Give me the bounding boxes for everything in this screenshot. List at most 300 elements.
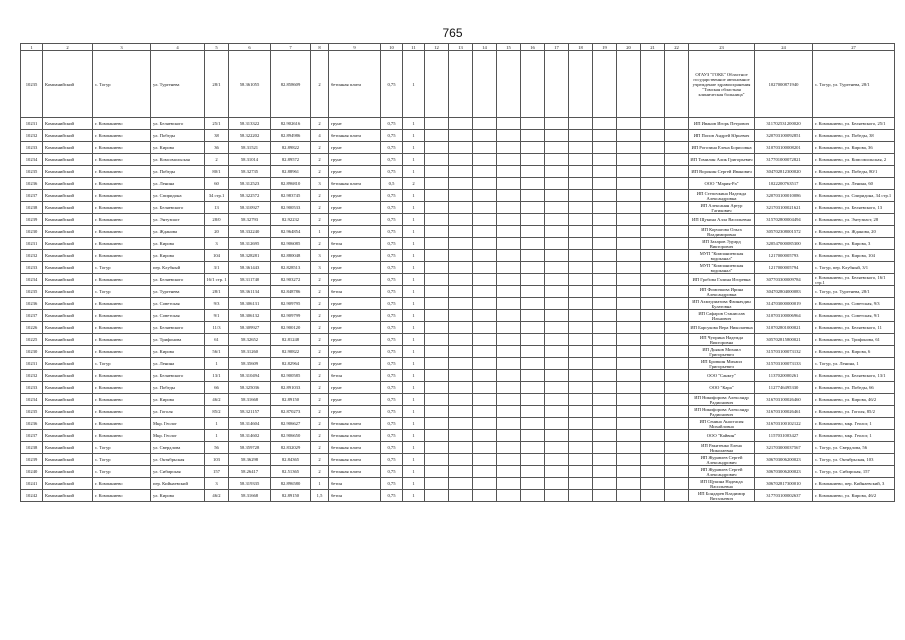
table-row [21, 154, 895, 166]
table-cell [545, 286, 569, 298]
table-cell: Компанийский [43, 298, 93, 310]
table-cell [497, 274, 521, 286]
table-cell: 0,75 [381, 370, 403, 382]
table-cell [593, 382, 617, 394]
table-cell [521, 454, 545, 466]
table-cell: грунт [329, 334, 381, 346]
table-cell: г. Компаниево [93, 226, 151, 238]
table-cell: 58.310927 [229, 202, 271, 214]
table-cell [449, 202, 473, 214]
table-cell: 307703300009784 [755, 274, 813, 286]
table-cell [569, 154, 593, 166]
table-cell: 82.84365 [271, 454, 311, 466]
table-cell: Компанийский [43, 454, 93, 466]
table-cell: Компанийский [43, 262, 93, 274]
table-cell: 1 [205, 418, 229, 430]
table-cell [497, 490, 521, 502]
table-row [21, 130, 895, 142]
table-cell: Компанийский [43, 250, 93, 262]
table-cell: 0,75 [381, 394, 403, 406]
table-cell: 2 [311, 142, 329, 154]
table-cell [593, 118, 617, 130]
table-cell: г. Компаниево [93, 478, 151, 490]
table-cell: 0,75 [381, 226, 403, 238]
table-cell [473, 51, 497, 118]
table-cell [521, 202, 545, 214]
table-cell: 0,75 [381, 310, 403, 322]
table-cell [473, 118, 497, 130]
table-cell [449, 214, 473, 226]
table-cell: г. Компаниево [93, 238, 151, 250]
column-number-header: 6 [229, 44, 271, 51]
table-cell: Компанийский [43, 394, 93, 406]
table-cell: 0,75 [381, 430, 403, 442]
table-cell [545, 190, 569, 202]
table-cell [449, 322, 473, 334]
table-cell [473, 322, 497, 334]
table-cell [569, 430, 593, 442]
table-cell [449, 118, 473, 130]
table-cell [593, 51, 617, 118]
table-cell [569, 418, 593, 430]
table-cell [545, 334, 569, 346]
table-cell: 305702308001572 [755, 226, 813, 238]
column-number-header: 8 [311, 44, 329, 51]
table-cell [545, 226, 569, 238]
table-cell: с. Тогур [93, 442, 151, 454]
table-cell: г. Компаниево [93, 334, 151, 346]
table-cell [473, 262, 497, 274]
table-cell: 28/0 [205, 214, 229, 226]
table-cell [521, 238, 545, 250]
table-cell: Компанийский [43, 478, 93, 490]
table-cell [473, 466, 497, 478]
table-cell: 0,75 [381, 262, 403, 274]
table-cell: 104 [205, 250, 229, 262]
table-cell: бетон [329, 238, 381, 250]
table-cell [449, 406, 473, 418]
table-cell [593, 274, 617, 286]
table-cell [425, 274, 449, 286]
table-cell [473, 310, 497, 322]
table-cell: 58.361055 [229, 51, 271, 118]
table-row [21, 250, 895, 262]
table-cell [593, 166, 617, 178]
table-cell [641, 394, 665, 406]
table-cell: 315703100073133 [755, 358, 813, 370]
table-cell: 2 [311, 406, 329, 418]
table-cell: 304702804000083 [755, 286, 813, 298]
table-cell [569, 202, 593, 214]
table-cell [473, 418, 497, 430]
table-cell: ИП Рогозина Елена Борисовна [689, 142, 755, 154]
table-cell [665, 430, 689, 442]
table-cell [425, 310, 449, 322]
table-cell [473, 298, 497, 310]
table-cell: 320547000085300 [755, 238, 813, 250]
table-cell: г. Компаниево, ул. Кирова, 104 [813, 250, 895, 262]
table-cell [497, 346, 521, 358]
table-cell: г. Компаниево, ул. Беляевского, 11 [813, 322, 895, 334]
table-cell [617, 454, 641, 466]
table-cell: ул. Гоголя [151, 406, 205, 418]
table-cell: ООО "Санкту" [689, 370, 755, 382]
table-cell: 58.319335 [229, 478, 271, 490]
table-cell [545, 430, 569, 442]
table-cell: 0,75 [381, 466, 403, 478]
table-cell: 82.89572 [271, 154, 311, 166]
table-cell: с. Тогур [93, 51, 151, 118]
table-cell [617, 238, 641, 250]
table-cell: ул. Октябрьская [151, 454, 205, 466]
table-cell: Компанийский [43, 202, 93, 214]
table-cell: 1 [403, 166, 425, 178]
table-cell: ул. Победы [151, 382, 205, 394]
table-cell: Мкр. Геолог [151, 430, 205, 442]
table-cell [497, 118, 521, 130]
table-cell [569, 478, 593, 490]
table-cell [521, 118, 545, 130]
table-cell: 10231 [21, 118, 43, 130]
table-cell: 58.321157 [229, 406, 271, 418]
table-row [21, 322, 895, 334]
table-cell [617, 214, 641, 226]
table-cell: 1 [311, 478, 329, 490]
table-cell [449, 250, 473, 262]
table-cell: 2 [311, 418, 329, 430]
table-cell [473, 490, 497, 502]
table-cell: г. Компаниево [93, 490, 151, 502]
table-cell: 82.92232 [271, 214, 311, 226]
table-cell: 2 [311, 346, 329, 358]
table-cell: 28/1 [205, 286, 229, 298]
table-cell: г. Компаниево, ул. Энтузиаст, 28 [813, 214, 895, 226]
table-cell [593, 322, 617, 334]
table-cell: грунт [329, 214, 381, 226]
table-cell: 82.906627 [271, 418, 311, 430]
table-cell [641, 406, 665, 418]
table-cell [497, 394, 521, 406]
table-cell [425, 238, 449, 250]
table-cell [569, 130, 593, 142]
table-cell: 1 [403, 238, 425, 250]
table-cell: грунт [329, 190, 381, 202]
table-cell: г. Компаниево, ул. Советская, 9/3 [813, 298, 895, 310]
table-cell: 1 [403, 358, 425, 370]
table-cell: бетон [329, 478, 381, 490]
table-cell: ИП Попов Андрей Юрьевич [689, 130, 755, 142]
table-cell: 58.322202 [229, 130, 271, 142]
table-cell [449, 298, 473, 310]
table-cell [641, 490, 665, 502]
table-cell [473, 142, 497, 154]
table-cell [449, 310, 473, 322]
table-cell: 61 [205, 334, 229, 346]
table-cell [497, 334, 521, 346]
table-cell [569, 190, 593, 202]
table-cell [593, 202, 617, 214]
table-cell [665, 310, 689, 322]
table-cell: 0,75 [381, 202, 403, 214]
table-cell: с. Тогур, ул. Свердлова, 56 [813, 442, 895, 454]
column-number-header: 2 [43, 44, 93, 51]
table-cell [521, 490, 545, 502]
table-cell [497, 226, 521, 238]
table-cell [569, 334, 593, 346]
table-cell [665, 286, 689, 298]
table-cell [497, 478, 521, 490]
table-cell: 10232 [21, 250, 43, 262]
table-cell: 1027000871940 [755, 51, 813, 118]
table-cell [473, 442, 497, 454]
table-cell: 0,75 [381, 490, 403, 502]
table-cell: 10232 [21, 130, 43, 142]
table-cell: 1 [403, 466, 425, 478]
table-row [21, 478, 895, 490]
table-cell [473, 406, 497, 418]
table-cell: 58.31668 [229, 490, 271, 502]
table-cell [569, 358, 593, 370]
table-row [21, 214, 895, 226]
table-cell: 58.36298 [229, 454, 271, 466]
table-cell: г. Компаниево [93, 142, 151, 154]
table-cell [569, 442, 593, 454]
table-cell [425, 430, 449, 442]
table-cell: 10231 [21, 238, 43, 250]
table-cell: 10240 [21, 466, 43, 478]
table-cell: 310702801000021 [755, 322, 813, 334]
table-cell [665, 454, 689, 466]
column-number-header: 17 [545, 44, 569, 51]
table-cell: 316703100026460 [755, 394, 813, 406]
table-cell [665, 262, 689, 274]
table-cell [593, 250, 617, 262]
table-cell: ул. Беляевского [151, 202, 205, 214]
table-cell [617, 190, 641, 202]
table-cell: 60 [205, 178, 229, 190]
table-cell: 2 [311, 298, 329, 310]
table-cell [545, 154, 569, 166]
table-cell: 0,75 [381, 130, 403, 142]
table-cell [593, 406, 617, 418]
column-number-header: 4 [151, 44, 205, 51]
table-cell [497, 190, 521, 202]
table-row [21, 382, 895, 394]
table-cell: 2 [311, 334, 329, 346]
column-number-header: 24 [755, 44, 813, 51]
table-cell: 316703100026461 [755, 406, 813, 418]
table-cell [641, 154, 665, 166]
table-cell [569, 286, 593, 298]
table-cell: Компанийский [43, 466, 93, 478]
table-cell [641, 202, 665, 214]
table-cell: 56/1 [205, 346, 229, 358]
table-row [21, 262, 895, 274]
table-cell: Компанийский [43, 190, 93, 202]
table-cell [641, 286, 665, 298]
table-cell: 1 [403, 51, 425, 118]
table-cell [617, 298, 641, 310]
table-cell [569, 394, 593, 406]
table-cell: 58.306131 [229, 298, 271, 310]
table-cell: 321703100021621 [755, 202, 813, 214]
table-cell [425, 442, 449, 454]
table-cell [497, 430, 521, 442]
table-cell: грунт [329, 202, 381, 214]
table-cell [449, 238, 473, 250]
table-row [21, 406, 895, 418]
table-cell [641, 262, 665, 274]
table-cell: 0,75 [381, 154, 403, 166]
table-cell: с. Тогур, ул. Сибирская, 157 [813, 466, 895, 478]
table-cell: 82.848786 [271, 286, 311, 298]
table-cell [497, 202, 521, 214]
table-cell: МУП "Компаниевская водоканал" [689, 250, 755, 262]
table-cell [521, 226, 545, 238]
table-cell: 1217000005793 [755, 250, 813, 262]
table-cell [641, 274, 665, 286]
table-cell: 9/3 [205, 298, 229, 310]
table-cell [473, 358, 497, 370]
table-cell: 310703100006964 [755, 310, 813, 322]
table-cell [521, 394, 545, 406]
table-cell: 2 [311, 382, 329, 394]
table-cell [593, 442, 617, 454]
table-cell: г. Компаниево [93, 202, 151, 214]
table-cell [665, 334, 689, 346]
table-cell [473, 394, 497, 406]
table-cell: грунт [329, 250, 381, 262]
table-cell: 10235 [21, 286, 43, 298]
table-cell [545, 322, 569, 334]
table-cell [473, 334, 497, 346]
table-cell: Компанийский [43, 166, 93, 178]
table-cell [497, 286, 521, 298]
registry-table [20, 43, 895, 502]
table-cell [473, 430, 497, 442]
table-cell: 1 [403, 226, 425, 238]
table-row [21, 442, 895, 454]
table-cell: г. Компаниево, ул. Жданова, 20 [813, 226, 895, 238]
table-cell: г. Компаниево, ул. Гоголя, 85/2 [813, 406, 895, 418]
table-cell: 2 [311, 430, 329, 442]
table-cell [473, 202, 497, 214]
table-cell [593, 238, 617, 250]
table-cell: 2 [311, 51, 329, 118]
table-cell: бетонная плита [329, 430, 381, 442]
table-cell: Компанийский [43, 442, 93, 454]
table-cell: ИП Воронин Сергей Иванович [689, 166, 755, 178]
table-cell: 82.88961 [271, 166, 311, 178]
table-cell: 58.332240 [229, 226, 271, 238]
table-cell [497, 142, 521, 154]
table-cell [665, 442, 689, 454]
table-cell: 2 [311, 394, 329, 406]
table-cell [617, 322, 641, 334]
table-cell: 25/1 [205, 118, 229, 130]
table-cell: с. Тогур, пер. Клубный, 3/1 [813, 262, 895, 274]
column-number-header: 21 [641, 44, 665, 51]
table-cell: ИП Фомичкова Ирина Александровна [689, 286, 755, 298]
table-cell [641, 298, 665, 310]
table-cell [569, 226, 593, 238]
table-cell [473, 166, 497, 178]
table-cell [569, 382, 593, 394]
table-cell: 3 [205, 238, 229, 250]
table-cell: 2 [205, 154, 229, 166]
table-cell [545, 238, 569, 250]
table-cell [449, 178, 473, 190]
table-cell [497, 166, 521, 178]
table-cell: Компанийский [43, 358, 93, 370]
table-cell [593, 154, 617, 166]
table-cell: ул. Кирова [151, 250, 205, 262]
table-cell [617, 118, 641, 130]
table-cell: 58.314604 [229, 418, 271, 430]
table-cell [473, 454, 497, 466]
table-cell [617, 334, 641, 346]
table-cell: ИП Степочкина Надежда Александровна [689, 190, 755, 202]
table-cell: ул. Тургенева [151, 286, 205, 298]
table-cell: грунт [329, 154, 381, 166]
table-cell: ООО "Мария-Ра" [689, 178, 755, 190]
table-cell [473, 190, 497, 202]
table-cell: 82.89822 [271, 142, 311, 154]
table-cell [617, 394, 641, 406]
table-cell [641, 190, 665, 202]
table-cell [425, 346, 449, 358]
table-cell: 10235 [21, 406, 43, 418]
table-cell: 58.31014 [229, 154, 271, 166]
table-cell [665, 418, 689, 430]
table-cell: ул. Советская [151, 310, 205, 322]
table-cell: 82.832029 [271, 442, 311, 454]
table-cell [617, 262, 641, 274]
table-cell [617, 286, 641, 298]
table-cell: Компанийский [43, 418, 93, 430]
table-cell: 46/2 [205, 394, 229, 406]
table-cell: грунт [329, 358, 381, 370]
table-cell [449, 142, 473, 154]
table-cell: 82.894986 [271, 130, 311, 142]
table-cell: ул. Кирова [151, 238, 205, 250]
table-cell: 58.306132 [229, 310, 271, 322]
table-cell [545, 466, 569, 478]
table-cell: г. Компаниево, ул. Победы, 66 [813, 382, 895, 394]
table-cell [593, 214, 617, 226]
table-cell [425, 166, 449, 178]
table-cell [521, 430, 545, 442]
table-cell: 310703100008201 [755, 142, 813, 154]
column-number-header: 18 [569, 44, 593, 51]
table-cell: г. Компаниево, ул. Кирова, 3 [813, 238, 895, 250]
table-cell [569, 454, 593, 466]
table-cell [449, 382, 473, 394]
table-row [21, 226, 895, 238]
table-cell [473, 346, 497, 358]
table-cell: г. Компаниево, пер. Кийнаевский, 3 [813, 478, 895, 490]
table-cell: г. Компаниево, мкр. Геолог, 1 [813, 430, 895, 442]
table-cell: ул. Спиридона [151, 190, 205, 202]
table-cell [593, 358, 617, 370]
table-cell [521, 298, 545, 310]
table-cell [617, 346, 641, 358]
table-cell: 0,75 [381, 478, 403, 490]
table-cell: г. Компаниево, ул. Комсомольская, 2 [813, 154, 895, 166]
table-cell: 311702531200020 [755, 118, 813, 130]
table-cell: грунт [329, 118, 381, 130]
table-cell: 58.31668 [229, 394, 271, 406]
